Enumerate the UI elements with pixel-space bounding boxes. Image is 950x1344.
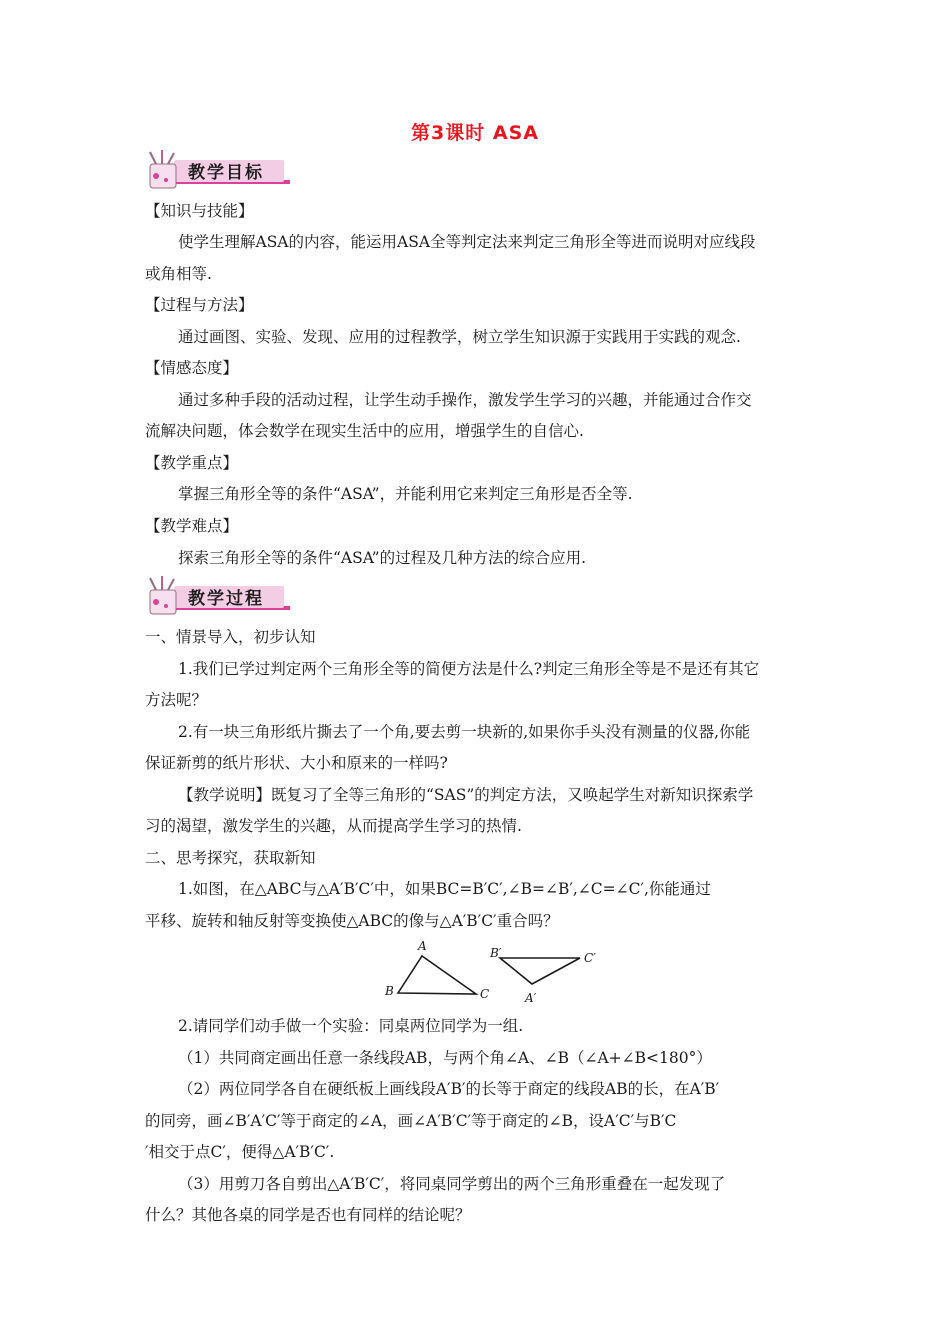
key-point-heading: 【教学重点】 (145, 454, 239, 472)
emotion-text: 流解决问题，体会数学在现实生活中的应用，增强学生的自信心. (145, 422, 584, 440)
knowledge-heading: 【知识与技能】 (145, 202, 254, 220)
question-2: 保证新剪的纸片形状、大小和原来的一样吗? (145, 754, 448, 772)
label-c: C (480, 987, 490, 1001)
emotion-text: 通过多种手段的活动过程，让学生动手操作，激发学生学习的兴趣，并能通过合作交 (178, 391, 752, 409)
step-1: （1）共同商定画出任意一条线段AB，与两个角∠A、∠B（∠A+∠B<180°） (178, 1049, 712, 1067)
question-2: 2.有一块三角形纸片撕去了一个角,要去剪一块新的,如果你手头没有测量的仪器,你能 (178, 723, 751, 741)
step-2: ′相交于点C′，便得△A′B′C′. (145, 1143, 335, 1161)
objectives-banner-label: 教学目标 (188, 163, 264, 183)
process-method-text: 通过画图、实验、发现、应用的过程教学，树立学生知识源于实践用于实践的观念. (178, 328, 741, 346)
triangles-figure (380, 938, 620, 1010)
teaching-note: 【教学说明】既复习了全等三角形的“SAS”的判定方法，又唤起学生对新知识探索学 (178, 786, 754, 804)
label-a-prime: A′ (525, 991, 537, 1005)
teaching-note: 习的渴望，激发学生的兴趣，从而提高学生学习的热情. (145, 817, 522, 835)
step-2: 的同旁，画∠B′A′C′等于商定的∠A，画∠A′B′C′等于商定的∠B，设A′C′与B′C (145, 1112, 677, 1130)
label-c-prime: C′ (584, 951, 596, 965)
process-method-heading: 【过程与方法】 (145, 296, 254, 314)
exploration-2: 2.请同学们动手做一个实验：同桌两位同学为一组. (178, 1017, 524, 1035)
page-title: 第3课时 ASA (411, 122, 539, 144)
knowledge-text: 使学生理解ASA的内容，能运用ASA全等判定法来判定三角形全等进而说明对应线段 (178, 233, 756, 251)
question-1: 方法呢？ (145, 691, 208, 709)
label-b: B (385, 984, 394, 998)
step-3: （3）用剪刀各自剪出△A′B′C′，将同桌同学剪出的两个三角形重叠在一起发现了 (178, 1175, 726, 1193)
triangle-a2b2c2 (500, 958, 580, 984)
part1-heading: 一、情景导入，初步认知 (145, 628, 316, 646)
question-1: 1.我们已学过判定两个三角形全等的简便方法是什么?判定三角形全等是不是还有其它 (178, 660, 760, 678)
exploration-1: 1.如图，在△ABC与△A′B′C′中，如果BC=B′C′,∠B=∠B′,∠C=∠C′,你能通过 (178, 880, 711, 898)
exploration-1: 平移、旋转和轴反射等变换使△ABC的像与△A′B′C′重合吗？ (145, 912, 559, 930)
label-b-prime: B′ (490, 946, 502, 960)
process-banner-label: 教学过程 (188, 589, 264, 609)
triangles-svg (380, 938, 620, 1010)
emotion-heading: 【情感态度】 (145, 359, 239, 377)
objectives-banner (144, 150, 290, 192)
process-banner (144, 576, 290, 618)
knowledge-text: 或角相等. (145, 265, 212, 283)
key-point-text: 掌握三角形全等的条件“ASA”，并能利用它来判定三角形是否全等. (178, 485, 633, 503)
triangle-abc (398, 956, 476, 994)
step-3: 什么？其他各桌的同学是否也有同样的结论呢？ (145, 1206, 471, 1224)
difficulty-text: 探索三角形全等的条件“ASA”的过程及几种方法的综合应用. (178, 549, 587, 567)
label-a: A (418, 939, 427, 953)
part2-heading: 二、思考探究，获取新知 (145, 849, 316, 867)
difficulty-heading: 【教学难点】 (145, 517, 239, 535)
step-2: （2）两位同学各自在硬纸板上画线段A′B′的长等于商定的线段AB的长，在A′B′ (178, 1080, 720, 1098)
